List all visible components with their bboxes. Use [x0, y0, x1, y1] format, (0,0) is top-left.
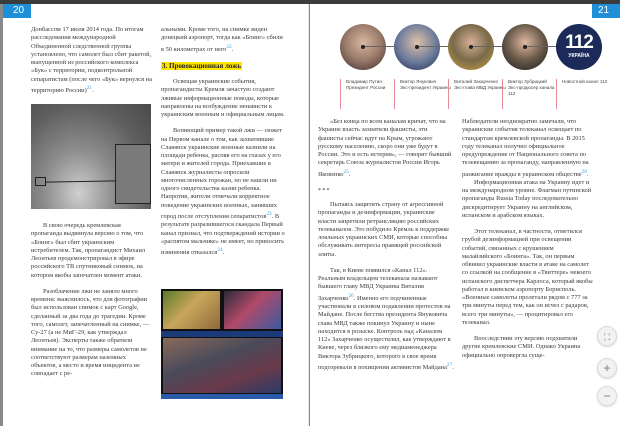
- right-page-column-1: [318, 118, 454, 380]
- avatar: [394, 24, 440, 70]
- image-pointer-line: [46, 180, 116, 182]
- left-page-column-1-lower: [31, 222, 153, 387]
- paragraph: Вопиющий пример такой лжи — сюжет на Первом канале о том, как захватившие Славянск украинские военные казнили на площади ребенка, распяв его на глазах у его матери и жителей города. Приехавшие в Славянск журналисты опросили многочисленных горожан, но не нашли ни одного свидетельства казни ребенка. Напротив, жители отмечали корректное поведение украинских военных, занявших город после отступления сепаратистов$^{23}$. В результате разразившегося скандала Первый канал признал, что подтверждений истории о «распятом мальчике» не имеет, но приносить извинения отказался$^{24}$.: [161, 127, 285, 257]
- page-right: [310, 4, 620, 426]
- left-page-column-1: [31, 26, 153, 103]
- avatar: [340, 24, 386, 70]
- tv-frame-crowd: [163, 338, 281, 393]
- tv-frame-woman: [224, 291, 281, 329]
- footnote-link[interactable]: 24: [217, 247, 223, 253]
- paragraph: Донбассом 17 июля 2014 года. По итогам расследования международной Объединенной следственной группы установлено, что самолет был сбит ракетой, выпущенной из российского комплекса «Бук» с территории, подконтрольной сепаратистам (после чего «Бук» вернулся на территорию России)$^{21}$.: [31, 26, 152, 94]
- person-caption: Виктор Зубрицкий Экс-продюсер канала 112: [502, 79, 562, 109]
- fit-page-button[interactable]: [597, 326, 617, 346]
- paragraph: Так, в Киеве появился «Канал 112». Реальным владельцем телеканала называют бывшего главу МВД Украины Виталия Захарченко$^{26}$. Именно его подчиненные участвовали в силовом подавлении протестов на Майдане. После бегства президента Януковича глава МВД также покинул Украину и ныне находится в розыске. Контроль над «Каналом 112» Захарченко осуществлял, как утверждают в Киеве, через близкого ему медиаменеджера Виктора Зубрицкого, которого в свое время подозревали в похищении активистов Майдана$^{27}$.: [318, 266, 454, 371]
- paragraph: Наблюдатели неоднократно замечали, что украинские события телеканал освещает по стандартам кремлевской пропаганды. В 2015 году телеканал получил официальное предупреждение от Национального совета по телевещанию за пропаганду, направленную на разжигание вражды в украинском обществе$^{28}$.: [462, 118, 589, 178]
- footnote-link[interactable]: 27: [446, 361, 453, 368]
- paragraph: Разоблачение лжи не заняло много времени: выяснилось, что для фотографии был использован снимок с карт Google, сделанный за два года до трагедии. Кроме того, самолет, запечатленный на снимке, — Су-27 (а не МиГ-29, как утверждал Леонтьев). Эксперты также обратили внимание на то, что размеры самолетов не соответствуют размерам наземных объектов, а место и время инцидента не совпадает с ре-: [31, 287, 150, 378]
- people-chain-diagram: [310, 24, 620, 124]
- footnote-link[interactable]: 21: [86, 84, 93, 91]
- footnote-link[interactable]: 22: [226, 43, 232, 50]
- paragraph: В свою очередь кремлевская пропаганда выдвинула версию о том, что «Боинг» был сбит украинским истребителем. Так, пропагандист Михаил Леонтьев продемонстрировал в эфире российского ТВ спутниковый снимок, на котором якобы запечатлен момент атаки.: [31, 222, 146, 279]
- footnote-link[interactable]: 28: [581, 168, 587, 175]
- footnote-link[interactable]: 25: [343, 168, 349, 175]
- paragraph: «Без конца по всем каналам кричат, что на Украине власть захватили фашисты, эти фашисты сейчас идут на Крым, угрожают русскому населению, скоро они уже будут в России. Это и есть истерия», — говорит бывший секретарь Союза журналистов России Игорь Яковенко$^{25}$.: [318, 118, 452, 178]
- paragraph: Информационная атака на Украину идет и на международном уровне. Флагман путинской пропаганды Russia Today последовательно дискредитирует Украину на английском, испанском и арабском языках.: [462, 178, 592, 219]
- arrow-icon: [473, 46, 505, 47]
- right-page-column-2: [462, 118, 594, 368]
- arrow-icon: [419, 46, 451, 47]
- person-caption: Виталий Захарченко Экс-глава МВД Украины: [448, 79, 508, 109]
- avatar: [502, 24, 548, 70]
- footnote-link[interactable]: 23: [266, 210, 272, 217]
- tv-caption-strip: [161, 331, 283, 337]
- page-number-left: 20: [3, 4, 31, 18]
- left-page-column-2: [161, 26, 285, 265]
- paragraph: Пытаясь защитить страну от агрессивной пропаганды и дезинформации, украинские власти запретили ретрансляцию российских телеканалов. Это побудило Кремль к поддержке лояльных украинских СМИ, которые способны обслуживать интересы правящей российской элиты.: [318, 201, 450, 258]
- paragraph: Этот телеканал, в частности, отметился грубой дезинформацией при освещении событий, связанных с крушением малайзийского «Боинга». Так, он первым обвинил украинские власти в атаке на самолет со ссылкой на сообщение в «Твиттере» некоего испанского диспетчера Карлоса, который якобы работал в киевском аэропорту Борисполь. «Военные самолеты пролетали рядом с 777 за три минуты перед тем, как он исчез с радаров, всего три минуты», — процитировал его телеканал.: [462, 228, 593, 326]
- paragraph: Освещая украинские события, пропагандисты Кремля зачастую создают лживые информационные поводы, которые направлены на возбуждение ненависти к украинским военным и официальным лицам.: [161, 78, 285, 119]
- satellite-image: [31, 104, 151, 209]
- minus-icon: −: [603, 389, 611, 403]
- paragraph: Впоследствии эту версию подхватили другие кремлевские СМИ. Однако Украина официально опровергла суще-: [462, 335, 581, 359]
- image-marker-box: [35, 177, 46, 186]
- page-left: [3, 4, 309, 426]
- person-caption: Новостной канал 112: [556, 79, 616, 109]
- person-caption: Виктор Янукович Экс-президент Украины: [394, 79, 454, 109]
- channel-112-logo: 112 УКРАЇНА: [556, 24, 602, 70]
- tv-ticker: [161, 394, 283, 399]
- footnote-link[interactable]: 26: [348, 292, 354, 299]
- zoom-in-button[interactable]: [597, 358, 617, 378]
- arrow-icon: [527, 46, 559, 47]
- fit-icon: ⛶: [603, 332, 611, 342]
- tv-frame-girl: [163, 291, 220, 329]
- page-number-right: 21: [592, 4, 620, 18]
- person-caption: Владимир Путин Президент России: [340, 79, 400, 109]
- image-inset: [115, 144, 151, 204]
- paragraph: альными. Кроме того, на снимке виден донецкий аэропорт, тогда как «Боинг» сбили в 50 километрах от него$^{22}$.: [161, 26, 283, 53]
- tv-screenshot-image: [161, 289, 283, 399]
- arrow-icon: [365, 46, 397, 47]
- section-divider: ***: [318, 186, 331, 194]
- section-heading: 3. Провокационная ложь: [162, 61, 242, 70]
- plus-icon: +: [603, 361, 611, 375]
- zoom-out-button[interactable]: [597, 386, 617, 406]
- avatar: [448, 24, 494, 70]
